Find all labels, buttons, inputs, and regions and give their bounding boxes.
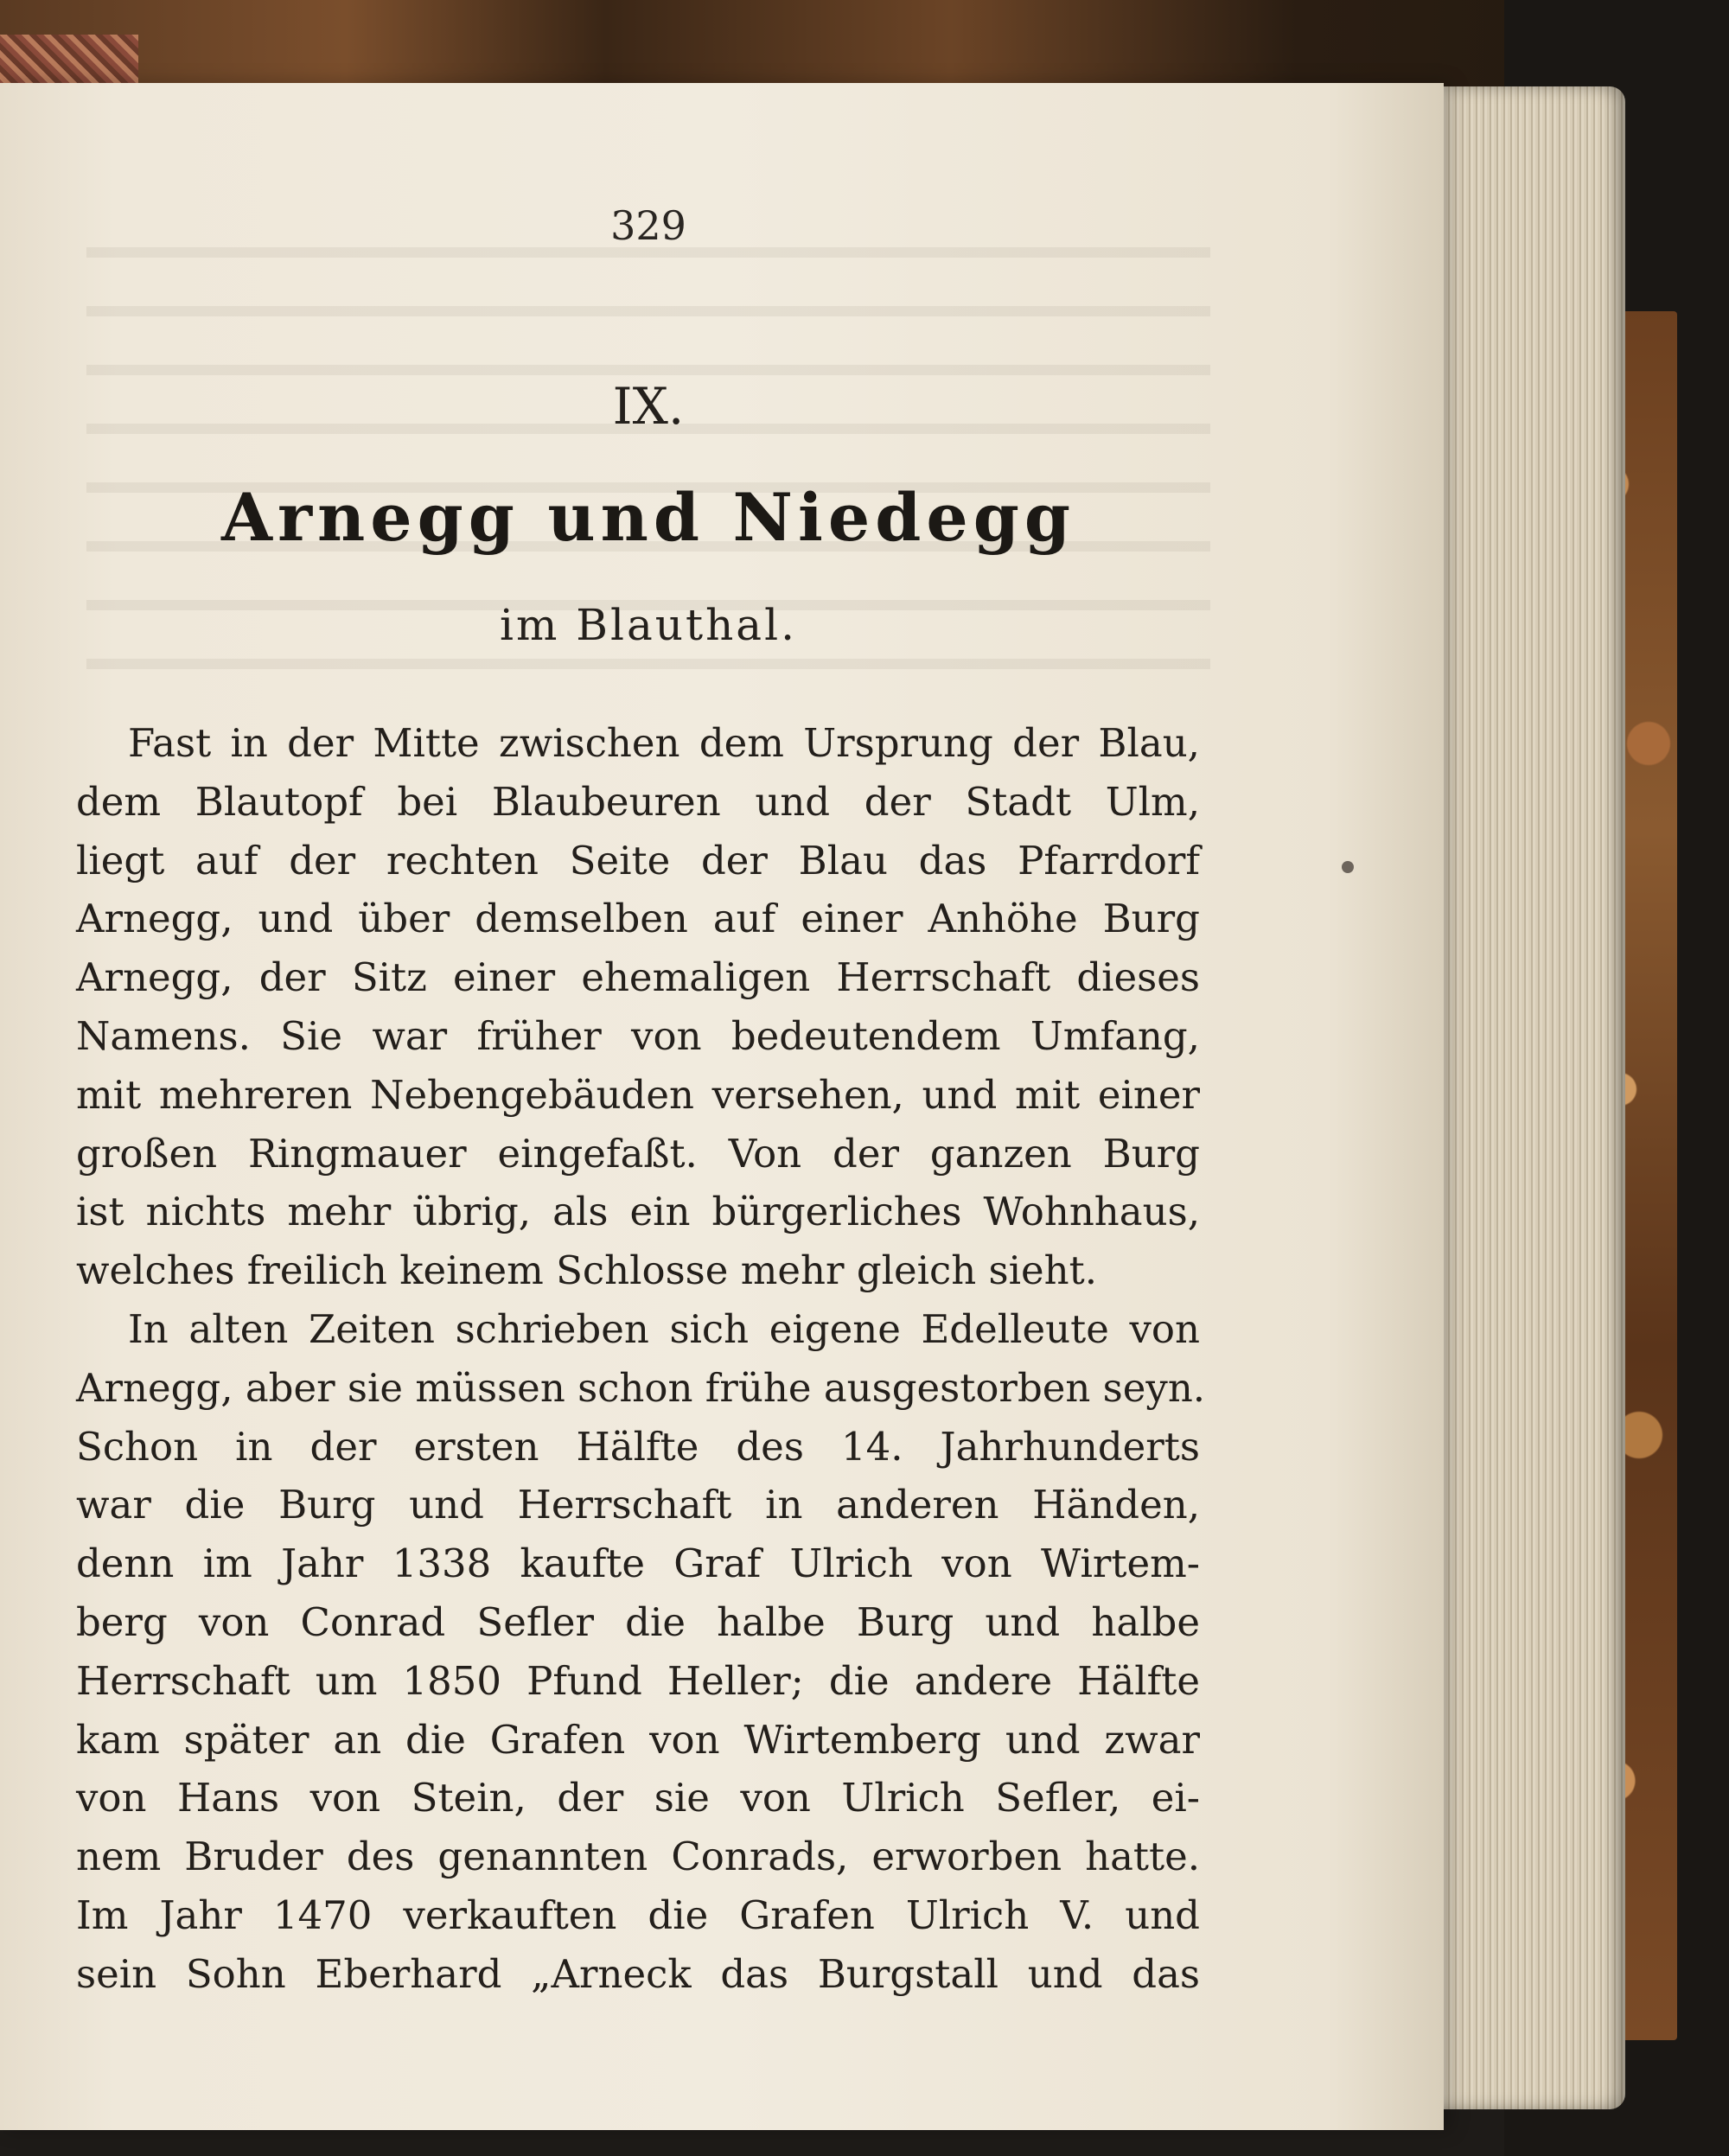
chapter-subtitle: im Blauthal. [499,600,798,650]
text-line: nem Bruder des genannten Conrads, erworben hatte. [76,1834,1200,1880]
text-line: liegt auf der rechten Seite der Blau das Pfarrdorf [76,837,1200,883]
text-line: Arnegg, und über demselben auf einer Anhöhe Burg [76,896,1200,942]
chapter-title: Arnegg und Niedegg [221,479,1075,556]
text-line: denn im Jahr 1338 kaufte Graf Ulrich von Wirtem- [76,1540,1200,1587]
text-line: mit mehreren Nebengebäuden versehen, und mit einer [76,1071,1200,1118]
text-line: In alten Zeiten schrieben sich eigene Edelleute von [128,1305,1200,1352]
book-headband [0,35,138,86]
chapter-number: IX. [612,377,685,436]
book-page [0,83,1444,2130]
book-cover-top [0,0,1729,95]
page-number: 329 [610,202,686,249]
text-line: dem Blautopf bei Blaubeuren und der Stadt Ulm, [76,778,1200,825]
text-line: Im Jahr 1470 verkauften die Grafen Ulrich V. und [76,1891,1200,1938]
text-line: Fast in der Mitte zwischen dem Ursprung der Blau, [128,720,1200,766]
text-line: Herrschaft um 1850 Pfund Heller; die andere Hälfte [76,1657,1200,1704]
text-line: Arnegg, der Sitz einer ehemaligen Herrschaft dieses [76,954,1200,1001]
text-line: ist nichts mehr übrig, als ein bürgerliches Wohnhaus, [76,1189,1200,1235]
text-line: Schon in der ersten Hälfte des 14. Jahrhunderts [76,1423,1200,1470]
text-line: Namens. Sie war früher von bedeutendem Umfang, [76,1012,1200,1059]
text-line: welches freilich keinem Schlosse mehr gleich sieht. [76,1247,1098,1294]
page-edges [1418,86,1625,2109]
text-line: von Hans von Stein, der sie von Ulrich Sefler, ei- [76,1775,1200,1821]
text-line: kam später an die Grafen von Wirtemberg und zwar [76,1716,1200,1763]
text-line: Arnegg, aber sie müssen schon frühe ausgestorben seyn. [76,1364,1206,1411]
body-text [76,714,1206,2004]
text-line: berg von Conrad Sefler die halbe Burg und halbe [76,1598,1200,1645]
text-line: sein Sohn Eberhard „Arneck das Burgstall und das [76,1950,1200,1997]
text-line: großen Ringmauer eingefaßt. Von der ganzen Burg [76,1130,1200,1177]
text-line: war die Burg und Herrschaft in anderen Händen, [76,1482,1200,1528]
ink-speck [1342,861,1354,873]
